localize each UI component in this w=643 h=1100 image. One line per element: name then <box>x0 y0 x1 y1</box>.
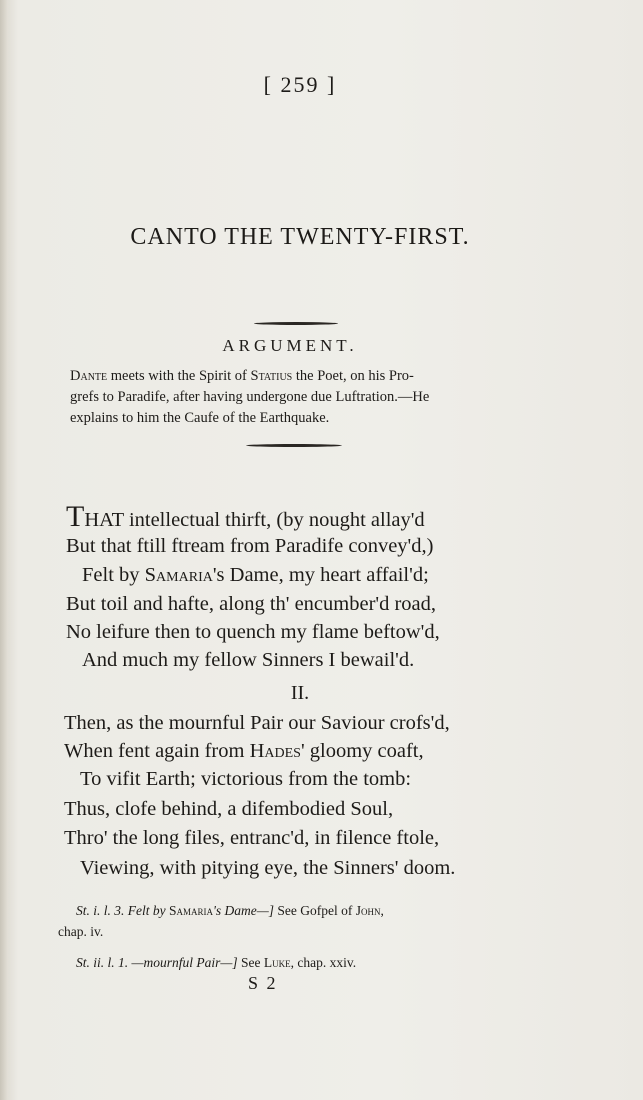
ornamental-rule-top <box>254 322 338 325</box>
stanza-1-line-5: No leifure then to quench my flame beftow'd, <box>66 621 440 643</box>
stanza-1-line-1: THAT intellectual thirft, (by nought allay'd <box>66 500 425 533</box>
page-gutter <box>0 0 8 1100</box>
footnote-1-continuation: chap. iv. <box>58 924 104 939</box>
stanza-1-line-3: Felt by Samaria's Dame, my heart affail'd; <box>82 564 429 586</box>
ornamental-rule-bottom <box>246 444 342 447</box>
canto-title: CANTO THE TWENTY-FIRST. <box>130 224 470 250</box>
argument-heading: ARGUMENT. <box>222 336 358 355</box>
stanza-2-line-4: Thus, clofe behind, a difembodied Soul, <box>64 798 394 820</box>
footnote-1: St. i. l. 3. Felt by Samaria's Dame—] See Gofpel of John, <box>76 903 384 918</box>
argument-line-1: Dante meets with the Spirit of Statius the Poet, on his Pro- <box>70 368 414 384</box>
stanza-number: II. <box>290 682 310 704</box>
stanza-2-line-1: Then, as the mournful Pair our Saviour crofs'd, <box>64 712 450 734</box>
stanza-2-line-6: Viewing, with pitying eye, the Sinners' doom. <box>80 857 456 879</box>
footnote-2-ref: St. ii. l. 1. <box>76 955 129 970</box>
argument-line-3: explains to him the Caufe of the Earthquake. <box>70 410 330 426</box>
name-samaria: Samaria <box>144 564 213 586</box>
name-statius: Statius <box>250 368 293 384</box>
name-hades: Hades <box>249 740 301 762</box>
stanza-2-line-3: To vifit Earth; victorious from the tomb: <box>80 768 412 790</box>
stanza-2-line-5: Thro' the long files, entranc'd, in filence ftole, <box>64 827 440 849</box>
stanza-1-line-6: And much my fellow Sinners I bewail'd. <box>82 649 415 671</box>
name-dante: Dante <box>70 368 108 384</box>
signature-mark: S 2 <box>248 973 278 993</box>
stanza-1-line-4: But toil and hafte, along th' encumber'd road, <box>66 593 437 615</box>
argument-line-2: grefs to Paradife, after having undergone due Luftration.—He <box>70 389 430 405</box>
drop-cap: T <box>66 500 85 533</box>
page-number: [ 259 ] <box>263 72 337 97</box>
stanza-1-line-2: But that ftill ftream from Paradife convey'd,) <box>66 535 434 557</box>
footnote-2: St. ii. l. 1. —mournful Pair—] See Luke, chap. xxiv. <box>76 955 357 970</box>
stanza-2-line-2: When fent again from Hades' gloomy coaft, <box>64 740 424 762</box>
footnote-1-ref: St. i. l. 3. <box>76 903 125 918</box>
